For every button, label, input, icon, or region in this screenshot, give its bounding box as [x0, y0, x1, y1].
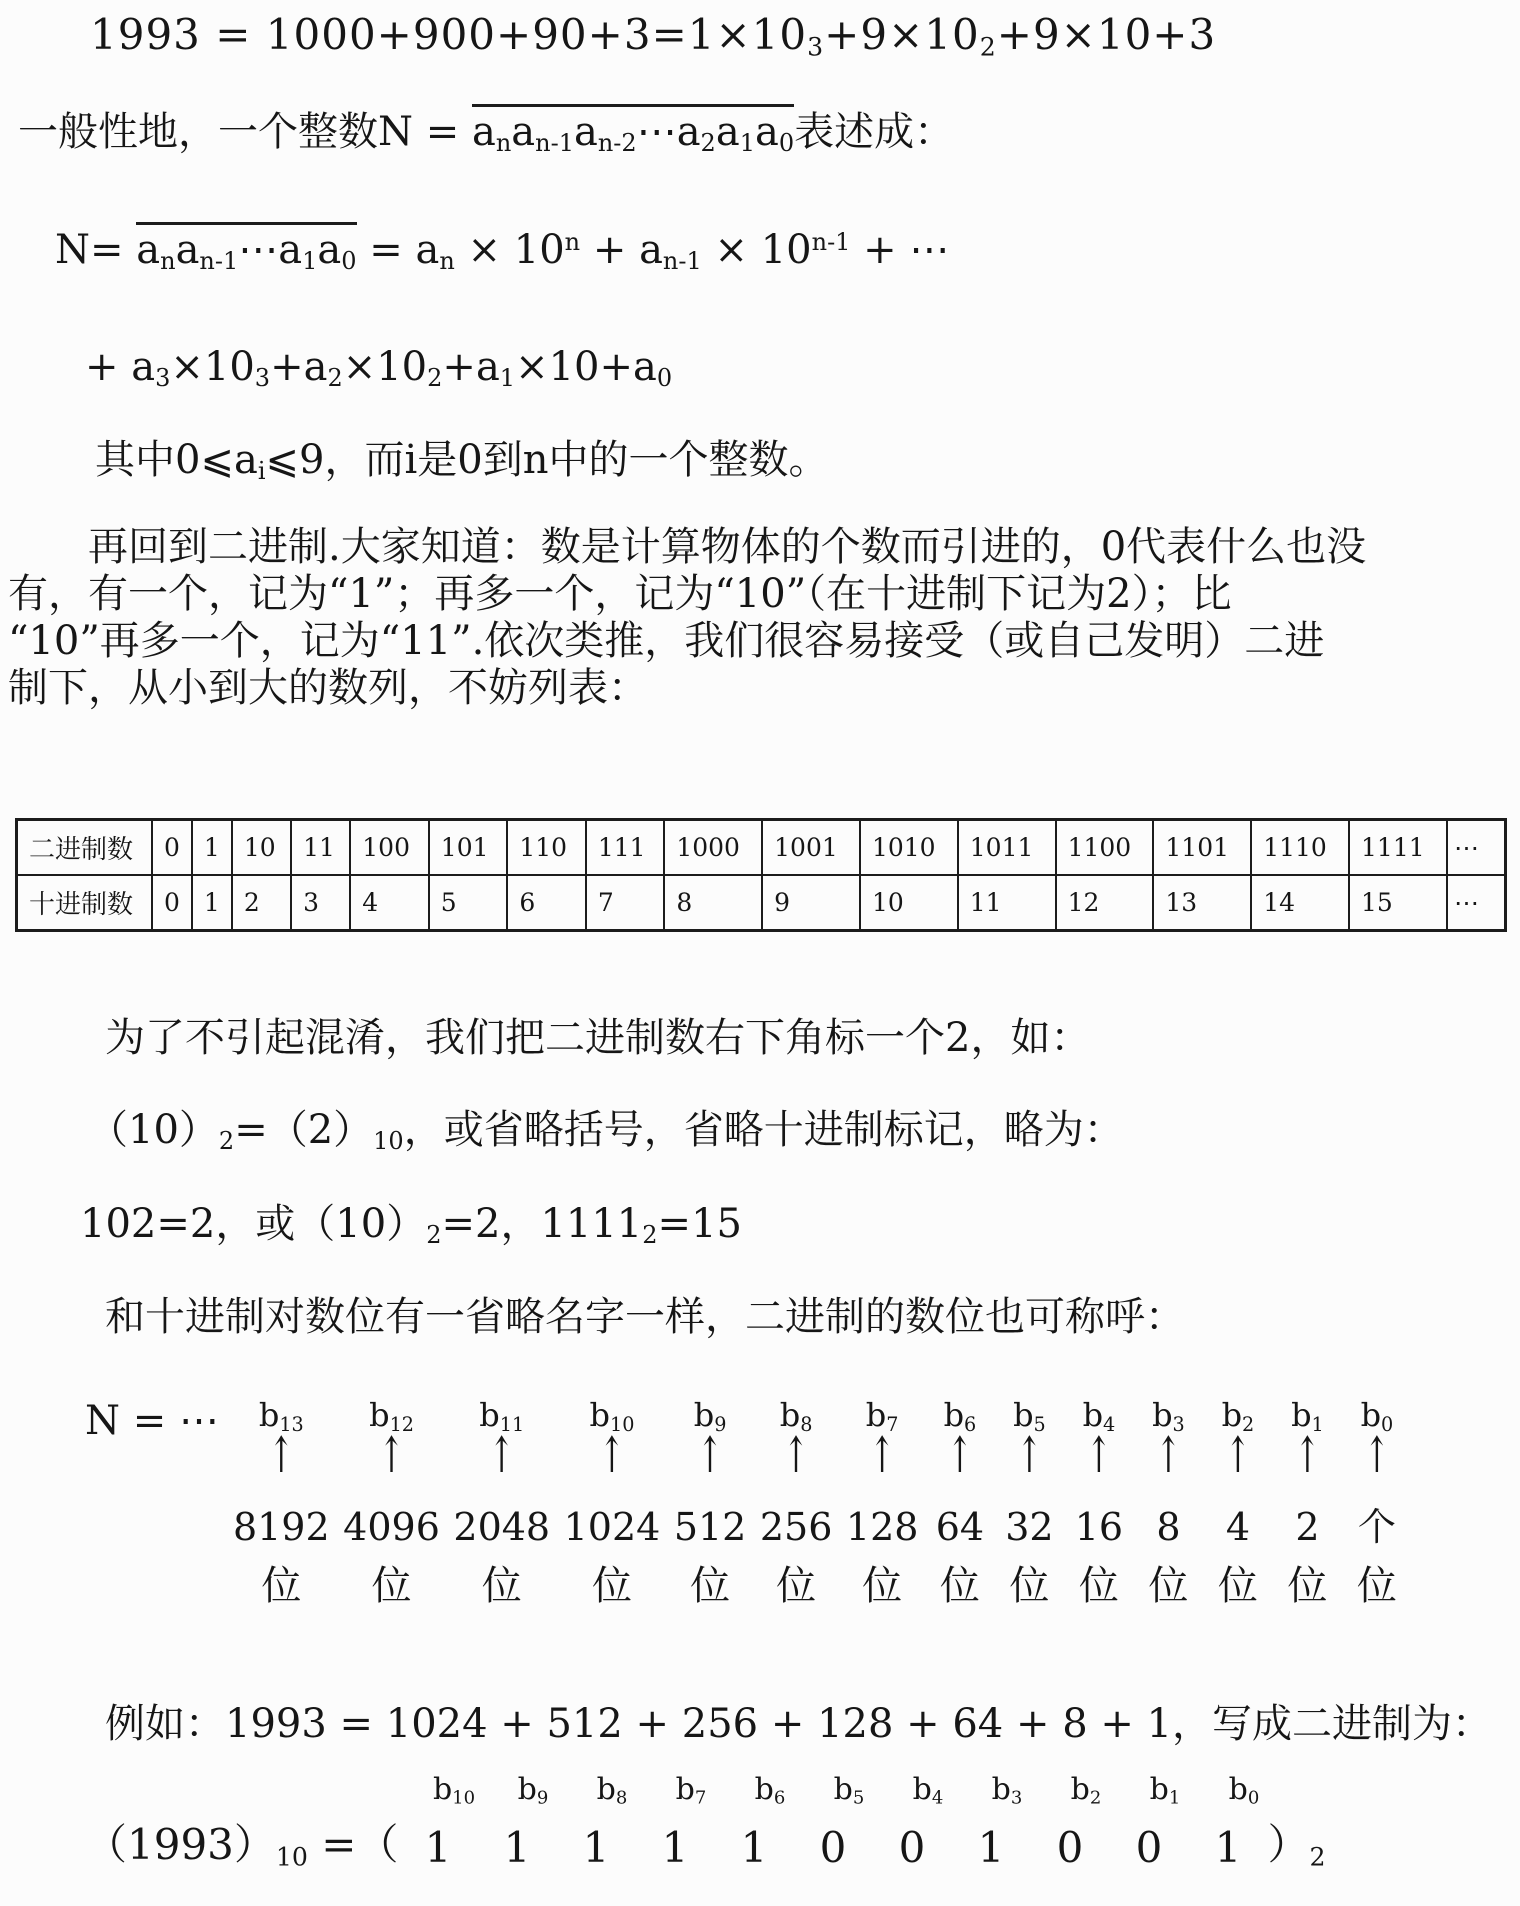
bit-label: b10 — [589, 1396, 635, 1436]
bit-column — [563, 1396, 661, 1609]
subscript: 2 — [1309, 1841, 1326, 1871]
table-cell: 100 — [350, 820, 429, 876]
table-cell: 1001 — [762, 820, 860, 876]
bit-value: 16 — [1074, 1505, 1124, 1549]
table-cell: 9 — [762, 875, 860, 931]
result-bit-column — [873, 1772, 952, 1871]
bit-label: b8 — [779, 1396, 813, 1436]
subscript: n-1 — [662, 247, 702, 275]
bit-label: b0 — [1360, 1396, 1394, 1436]
bit-unit: 位 — [1078, 1563, 1119, 1609]
para-binary-intro: 再回到二进制.大家知道：数是计算物体的个数而引进的，0代表什么也没 有，有一个，记为“1”；再多一个，记为“10”（在十进制下记为2）；比 “10”再多一个，记为“11”.依次类推，我们很容易接受（或自己发明）二进 制下，从小到大的数列，不妨列表： — [8, 524, 1367, 711]
table-cell: 1101 — [1153, 820, 1251, 876]
binary-digit: 0 — [819, 1822, 847, 1872]
subscript: 10 — [452, 1787, 476, 1809]
subscript: 0 — [1247, 1787, 1260, 1809]
bit-unit: 位 — [862, 1563, 903, 1609]
binary-digit: 1 — [582, 1822, 610, 1872]
binary-result-equation — [85, 1772, 1326, 1871]
bit-column — [759, 1396, 833, 1609]
bit-column — [1279, 1396, 1335, 1609]
bit-label: b5 — [833, 1772, 865, 1809]
bit-diagram-prefix: N = ⋯ — [85, 1398, 219, 1444]
bit-label: b4 — [912, 1772, 944, 1809]
table-cell: 14 — [1251, 875, 1349, 931]
example-shorthand-equation: 102=2，或（10）2=2，11112=15 — [80, 1201, 742, 1249]
subscript: n — [439, 247, 455, 275]
subscript: n-2 — [597, 129, 637, 157]
bit-label: b4 — [1082, 1396, 1116, 1436]
result-bit-column — [715, 1772, 794, 1871]
bit-label: b7 — [865, 1396, 899, 1436]
binary-digit: 0 — [898, 1822, 926, 1872]
subscript: 0 — [341, 247, 357, 275]
overline-group: anan-1an-2⋯a2a1a0 — [472, 104, 794, 156]
subscript: 1 — [302, 247, 318, 275]
subscript: 2 — [427, 364, 443, 392]
binary-digit: 0 — [1056, 1822, 1084, 1872]
result-bit-column — [794, 1772, 873, 1871]
subscript: 6 — [773, 1787, 786, 1809]
bit-label: b12 — [369, 1396, 414, 1436]
result-bit-column — [399, 1772, 478, 1871]
conversion-table — [15, 818, 1507, 932]
up-arrow-icon: ↑ — [599, 1427, 625, 1486]
subscript: 2 — [426, 1221, 442, 1249]
formula-n-expansion: N= anan-1⋯a1a0 = an × $10^n + an-1 \times 10^{n-1}$ + ⋯ — [55, 222, 949, 275]
bit-label: b2 — [1221, 1396, 1255, 1436]
subscript: 2 — [1089, 1787, 1102, 1809]
table-cell: 1100 — [1056, 820, 1154, 876]
bit-unit: 位 — [776, 1563, 817, 1609]
binary-digit: 0 — [1135, 1822, 1163, 1872]
bit-value: 个 — [1357, 1505, 1396, 1549]
subscript: i — [257, 457, 266, 485]
subscript: 2 — [218, 1127, 235, 1155]
table-cell: 1111 — [1349, 820, 1447, 876]
overline-group: anan-1⋯a1a0 — [136, 222, 356, 274]
subscript: 2 — [642, 1221, 658, 1249]
bit-value: 2 — [1295, 1505, 1320, 1549]
bit-label: b6 — [754, 1772, 786, 1809]
subscript: 3 — [1010, 1787, 1023, 1809]
subscript: 9 — [714, 1412, 727, 1436]
table-row — [17, 820, 1506, 876]
row-header: 二进制数 — [17, 820, 153, 876]
bit-unit: 位 — [1356, 1563, 1397, 1609]
up-arrow-icon: ↑ — [1364, 1427, 1390, 1486]
bit-label: b6 — [943, 1396, 977, 1436]
subscript: 2 — [700, 129, 716, 157]
subscript: 5 — [1033, 1412, 1046, 1436]
subscript: n-1 — [199, 247, 239, 275]
table-cell: 4 — [350, 875, 429, 931]
binary-digit: 1 — [740, 1822, 768, 1872]
bit-unit: 位 — [1217, 1563, 1258, 1609]
bit-label: b2 — [1070, 1772, 1102, 1809]
equation-1993-decimal: 1993 = 1000+900+90+3=1×103+9×102+9×10+3 — [90, 10, 1217, 62]
superscript: n-1 — [811, 227, 851, 256]
para-bit-naming: 和十进制对数位有一省略名字一样，二进制的数位也可称呼： — [105, 1294, 1185, 1340]
subscript: 3 — [254, 364, 271, 392]
table-cell: 1000 — [664, 820, 762, 876]
up-arrow-icon: ↑ — [1016, 1427, 1042, 1486]
subscript: n — [160, 247, 176, 275]
bit-columns — [232, 1396, 1405, 1609]
bit-label: b9 — [693, 1396, 727, 1436]
bit-value: 64 — [935, 1505, 985, 1549]
bit-label: b5 — [1013, 1396, 1046, 1436]
subscript: 0 — [778, 129, 795, 157]
bit-label: b0 — [1228, 1772, 1260, 1809]
table-cell: 0 — [152, 820, 192, 876]
result-bit-column — [1189, 1772, 1268, 1871]
result-bit-column — [636, 1772, 715, 1871]
row-header: 十进制数 — [17, 875, 153, 931]
binary-digit: 1 — [977, 1822, 1005, 1872]
bit-column — [232, 1396, 330, 1609]
up-arrow-icon: ↑ — [783, 1427, 809, 1486]
bit-value: 8 — [1156, 1505, 1181, 1549]
up-arrow-icon: ↑ — [489, 1427, 515, 1486]
subscript: 7 — [694, 1787, 707, 1809]
bit-value: 128 — [845, 1505, 919, 1549]
bit-label: b1 — [1291, 1396, 1324, 1436]
table-cell: 15 — [1349, 875, 1447, 931]
subscript: 0 — [1381, 1412, 1394, 1436]
bit-label: b3 — [991, 1772, 1023, 1809]
up-arrow-icon: ↑ — [947, 1427, 973, 1486]
table-cell: 1010 — [860, 820, 958, 876]
table-cell: 7 — [586, 875, 665, 931]
table-cell: 101 — [429, 820, 508, 876]
bit-value: 1024 — [563, 1505, 661, 1549]
bit-value: 4096 — [343, 1505, 440, 1549]
bit-unit: 位 — [690, 1563, 731, 1609]
subscript: 1 — [1311, 1412, 1324, 1436]
up-arrow-icon: ↑ — [697, 1427, 723, 1486]
bit-value: 2048 — [453, 1505, 551, 1549]
table-cell: 5 — [429, 875, 508, 931]
bit-unit: 位 — [1009, 1563, 1050, 1609]
bit-label: b9 — [517, 1772, 549, 1809]
subscript: 3 — [807, 32, 825, 62]
bit-position-diagram — [85, 1396, 1405, 1609]
subscript: 10 — [275, 1841, 308, 1871]
binary-digit: 1 — [1214, 1822, 1242, 1872]
table-row — [17, 875, 1506, 931]
bit-unit: 位 — [591, 1563, 632, 1609]
bit-unit: 位 — [1287, 1563, 1328, 1609]
table-cell: 3 — [291, 875, 350, 931]
subscript: 4 — [1103, 1412, 1116, 1436]
subscript: 7 — [886, 1412, 899, 1436]
bit-column — [1001, 1396, 1057, 1609]
bit-unit: 位 — [481, 1563, 522, 1609]
binary-digit: 1 — [503, 1822, 531, 1872]
bit-column — [1140, 1396, 1196, 1609]
result-bit-column — [557, 1772, 636, 1871]
result-bit-column — [952, 1772, 1031, 1871]
up-arrow-icon: ↑ — [1225, 1427, 1251, 1486]
subscript: 0 — [656, 364, 673, 392]
result-close: ）2 — [1267, 1819, 1326, 1871]
bit-value: 4 — [1225, 1505, 1251, 1549]
subscript: 11 — [499, 1412, 525, 1436]
result-prefix: （1993）10 =（ — [85, 1819, 399, 1871]
table-cell: 13 — [1153, 875, 1251, 931]
up-arrow-icon: ↑ — [869, 1427, 895, 1486]
subscript: 2 — [327, 364, 343, 392]
bit-column — [453, 1396, 551, 1609]
table-cell: 10 — [860, 875, 958, 931]
subscript: 4 — [931, 1787, 944, 1809]
table-cell: 1 — [192, 875, 232, 931]
subscript: n-1 — [535, 129, 574, 157]
subscript: n — [495, 129, 512, 157]
bit-column — [343, 1396, 440, 1609]
up-arrow-icon: ↑ — [268, 1427, 294, 1486]
table-cell: 110 — [507, 820, 586, 876]
table-cell: ⋯ — [1447, 875, 1506, 931]
bit-label: b13 — [258, 1396, 304, 1436]
subscript: 1 — [499, 364, 516, 392]
subscript: 10 — [373, 1127, 404, 1155]
table-cell: 0 — [152, 875, 192, 931]
bit-value: 8192 — [232, 1505, 330, 1549]
binary-digit: 1 — [661, 1822, 689, 1872]
subscript: 12 — [389, 1412, 414, 1436]
up-arrow-icon: ↑ — [1294, 1427, 1320, 1486]
table-cell: 10 — [232, 820, 291, 876]
subscript: 2 — [1242, 1412, 1255, 1436]
subscript: 1 — [1168, 1787, 1181, 1809]
bit-value: 256 — [759, 1505, 833, 1549]
subscript: 6 — [964, 1412, 977, 1436]
subscript: 3 — [155, 364, 171, 392]
up-arrow-icon: ↑ — [378, 1427, 405, 1486]
result-bit-column — [1110, 1772, 1189, 1871]
subscript: 5 — [852, 1787, 865, 1809]
bit-unit: 位 — [939, 1563, 980, 1609]
bit-unit: 位 — [1148, 1563, 1189, 1609]
condition-ai-range: 其中0⩽ai⩽9，而i是0到n中的一个整数。 — [95, 437, 829, 485]
table-cell: 12 — [1056, 875, 1154, 931]
bit-label: b10 — [432, 1772, 476, 1809]
bit-label: b11 — [479, 1396, 525, 1436]
table-cell: 2 — [232, 875, 291, 931]
bit-column — [932, 1396, 988, 1609]
table-cell: 111 — [586, 820, 665, 876]
bit-label: b7 — [675, 1772, 707, 1809]
table-cell: 1110 — [1251, 820, 1349, 876]
subscript: 10 — [610, 1412, 635, 1436]
example-1993-binary-line: 例如：1993 = 1024 + 512 + 256 + 128 + 64 + 8 + 1，写成二进制为： — [105, 1701, 1493, 1747]
bit-unit: 位 — [261, 1563, 302, 1609]
binary-digit: 1 — [424, 1822, 452, 1872]
para-subscript-convention: 为了不引起混淆，我们把二进制数右下角标一个2，如： — [105, 1015, 1091, 1061]
table-cell: 11 — [958, 875, 1056, 931]
table-cell: 1011 — [958, 820, 1056, 876]
para-general-integer: 一般性地，一个整数N = anan-1an-2⋯a2a1a0表述成： — [18, 100, 954, 157]
subscript: 3 — [1172, 1412, 1185, 1436]
result-bit-column — [1031, 1772, 1110, 1871]
bit-column — [845, 1396, 919, 1609]
bit-column — [1071, 1396, 1127, 1609]
superscript: n — [564, 227, 581, 256]
formula-expansion-continued: + a3×103+a2×102+a1×10+a0 — [85, 344, 673, 392]
bit-column — [673, 1396, 747, 1609]
bit-label: b1 — [1149, 1772, 1181, 1809]
table-cell: ⋯ — [1447, 820, 1506, 876]
bit-label: b8 — [596, 1772, 628, 1809]
table-cell: 8 — [664, 875, 762, 931]
subscript: 1 — [739, 129, 755, 157]
bit-label: b3 — [1152, 1396, 1185, 1436]
subscript: 2 — [979, 32, 997, 62]
example-subscript-equation: （10）2=（2）10，或省略括号，省略十进制标记，略为： — [88, 1107, 1124, 1155]
table-cell: 6 — [507, 875, 586, 931]
up-arrow-icon: ↑ — [1086, 1427, 1112, 1486]
result-bit-column — [478, 1772, 557, 1871]
subscript: 9 — [536, 1787, 549, 1809]
bit-column — [1210, 1396, 1266, 1609]
bit-column — [1349, 1396, 1405, 1609]
subscript: 8 — [800, 1412, 813, 1436]
bit-value: 512 — [673, 1505, 747, 1549]
bit-unit: 位 — [371, 1563, 412, 1609]
subscript: 8 — [615, 1787, 628, 1809]
bit-value: 32 — [1005, 1505, 1054, 1549]
subscript: 13 — [279, 1412, 304, 1436]
table-cell: 1 — [192, 820, 232, 876]
up-arrow-icon: ↑ — [1155, 1427, 1181, 1486]
table-cell: 11 — [291, 820, 350, 876]
